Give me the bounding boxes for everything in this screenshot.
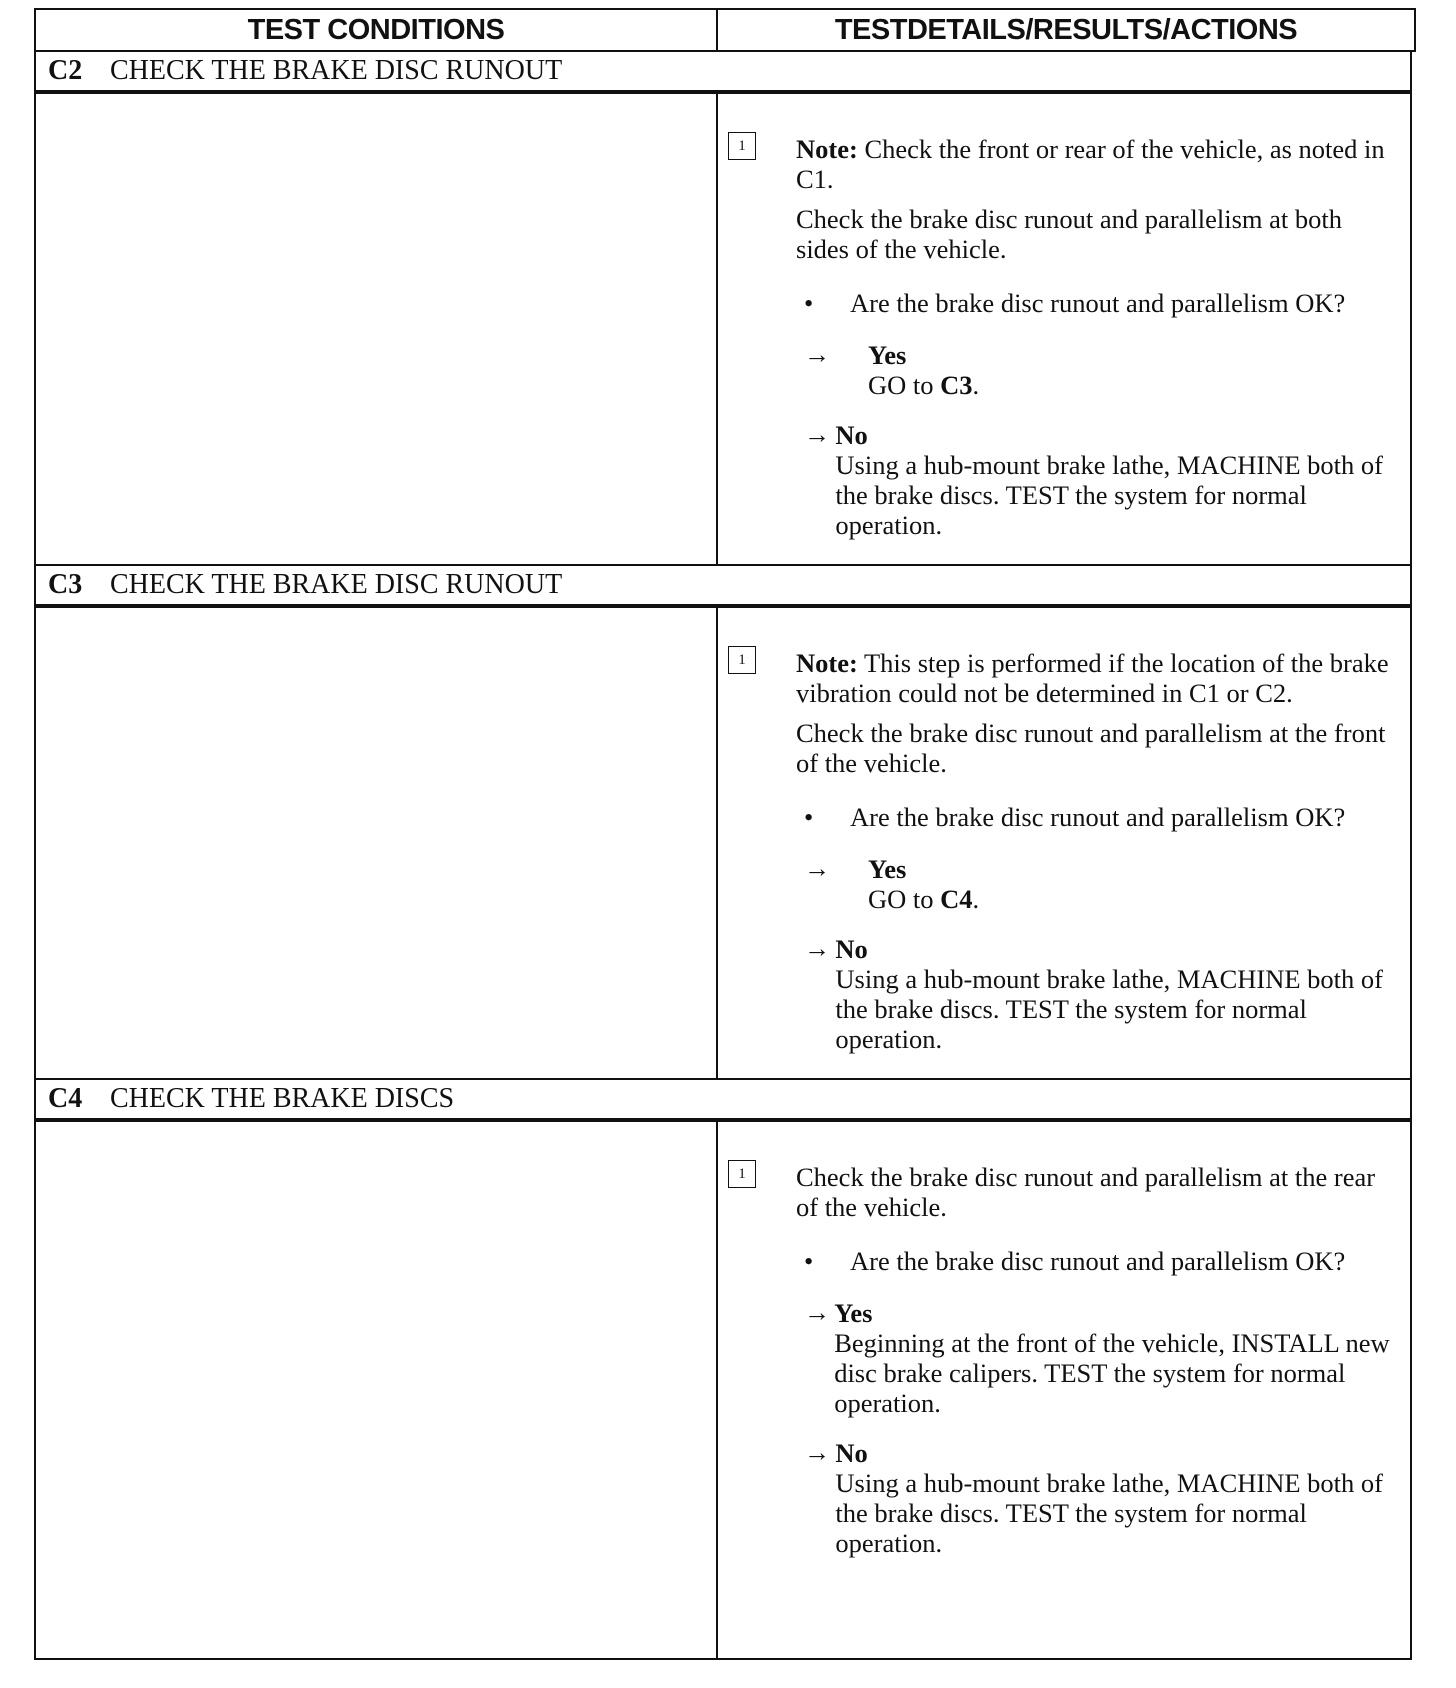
yes-label: Yes bbox=[868, 340, 907, 370]
arrow-right-icon: → bbox=[804, 934, 830, 963]
test-conditions-cell bbox=[36, 1122, 718, 1658]
no-label: No bbox=[835, 1438, 868, 1468]
question bbox=[804, 288, 1394, 318]
yes-text-post: . bbox=[972, 370, 980, 400]
section-title: CHECK THE BRAKE DISC RUNOUT bbox=[110, 569, 563, 600]
yes-text-pre: GO to bbox=[868, 884, 941, 914]
table-header bbox=[34, 8, 1416, 52]
answer-no bbox=[804, 420, 1394, 540]
section-code: C2 bbox=[48, 55, 83, 86]
section-body bbox=[34, 1120, 1412, 1660]
section-title: CHECK THE BRAKE DISC RUNOUT bbox=[110, 55, 563, 86]
yes-text-post: . bbox=[972, 884, 980, 914]
note-label: Note: bbox=[796, 648, 858, 678]
section-title-bar bbox=[34, 566, 1412, 606]
section-c3 bbox=[34, 566, 1412, 1080]
question-text: Are the brake disc runout and parallelism OK? bbox=[850, 288, 1346, 318]
section-body bbox=[34, 92, 1412, 566]
yes-goto-step: C4 bbox=[940, 884, 973, 914]
no-label: No bbox=[835, 420, 868, 450]
note-text: Check the front or rear of the vehicle, as noted in C1. bbox=[796, 134, 1385, 194]
section-body bbox=[34, 606, 1412, 1080]
note-text: This step is performed if the location of the brake vibration could not be determined in C1 or C2. bbox=[796, 648, 1389, 708]
instruction: Check the brake disc runout and parallelism at the rear of the vehicle. bbox=[796, 1162, 1376, 1222]
section-code: C4 bbox=[48, 1083, 83, 1114]
step-number-box: 1 bbox=[728, 646, 756, 674]
header-test-conditions: TEST CONDITIONS bbox=[36, 10, 718, 50]
section-c4 bbox=[34, 1080, 1412, 1660]
test-details-cell bbox=[718, 94, 1410, 564]
yes-label: Yes bbox=[868, 854, 907, 884]
section-code: C3 bbox=[48, 569, 83, 600]
test-details-cell bbox=[718, 608, 1410, 1078]
no-text: Using a hub-mount brake lathe, MACHINE both of the brake discs. TEST the system for normal operation. bbox=[835, 964, 1383, 1054]
answer-no bbox=[804, 1438, 1394, 1558]
step-number-box: 1 bbox=[728, 132, 756, 160]
arrow-right-icon: → bbox=[804, 1298, 830, 1327]
arrow-right-icon: → bbox=[804, 854, 830, 883]
arrow-right-icon: → bbox=[804, 340, 830, 369]
note bbox=[796, 648, 1394, 708]
section-c2 bbox=[34, 52, 1412, 566]
no-text: Using a hub-mount brake lathe, MACHINE both of the brake discs. TEST the system for normal operation. bbox=[835, 1468, 1383, 1558]
yes-label: Yes bbox=[834, 1298, 873, 1328]
answer-no bbox=[804, 934, 1394, 1054]
yes-text-pre: GO to bbox=[868, 370, 941, 400]
bullet-icon: • bbox=[804, 802, 814, 832]
question bbox=[804, 802, 1394, 832]
note-label: Note: bbox=[796, 134, 858, 164]
no-label: No bbox=[835, 934, 868, 964]
test-conditions-cell bbox=[36, 94, 718, 564]
note bbox=[796, 134, 1394, 194]
yes-text: Beginning at the front of the vehicle, INSTALL new disc brake calipers. TEST the system for normal operation. bbox=[834, 1328, 1390, 1418]
diagnostic-table bbox=[34, 8, 1414, 1662]
section-title-bar bbox=[34, 52, 1412, 92]
test-details-cell bbox=[718, 1122, 1410, 1658]
arrow-right-icon: → bbox=[804, 420, 830, 449]
answer-yes bbox=[804, 1298, 1394, 1418]
section-title-bar bbox=[34, 1080, 1412, 1120]
yes-goto-step: C3 bbox=[940, 370, 973, 400]
question-text: Are the brake disc runout and parallelism OK? bbox=[850, 802, 1346, 832]
instruction: Check the brake disc runout and parallelism at the front of the vehicle. bbox=[796, 718, 1386, 778]
bullet-icon: • bbox=[804, 288, 814, 318]
arrow-right-icon: → bbox=[804, 1438, 830, 1467]
answer-yes bbox=[804, 854, 1394, 914]
section-title: CHECK THE BRAKE DISCS bbox=[110, 1083, 455, 1114]
question bbox=[804, 1246, 1394, 1276]
step-number-box: 1 bbox=[728, 1160, 756, 1188]
question-text: Are the brake disc runout and parallelism OK? bbox=[850, 1246, 1346, 1276]
no-text: Using a hub-mount brake lathe, MACHINE both of the brake discs. TEST the system for normal operation. bbox=[835, 450, 1383, 540]
instruction: Check the brake disc runout and parallelism at both sides of the vehicle. bbox=[796, 204, 1343, 264]
answer-yes bbox=[804, 340, 1394, 400]
bullet-icon: • bbox=[804, 1246, 814, 1276]
test-conditions-cell bbox=[36, 608, 718, 1078]
header-test-details: TESTDETAILS/RESULTS/ACTIONS bbox=[834, 13, 1298, 46]
